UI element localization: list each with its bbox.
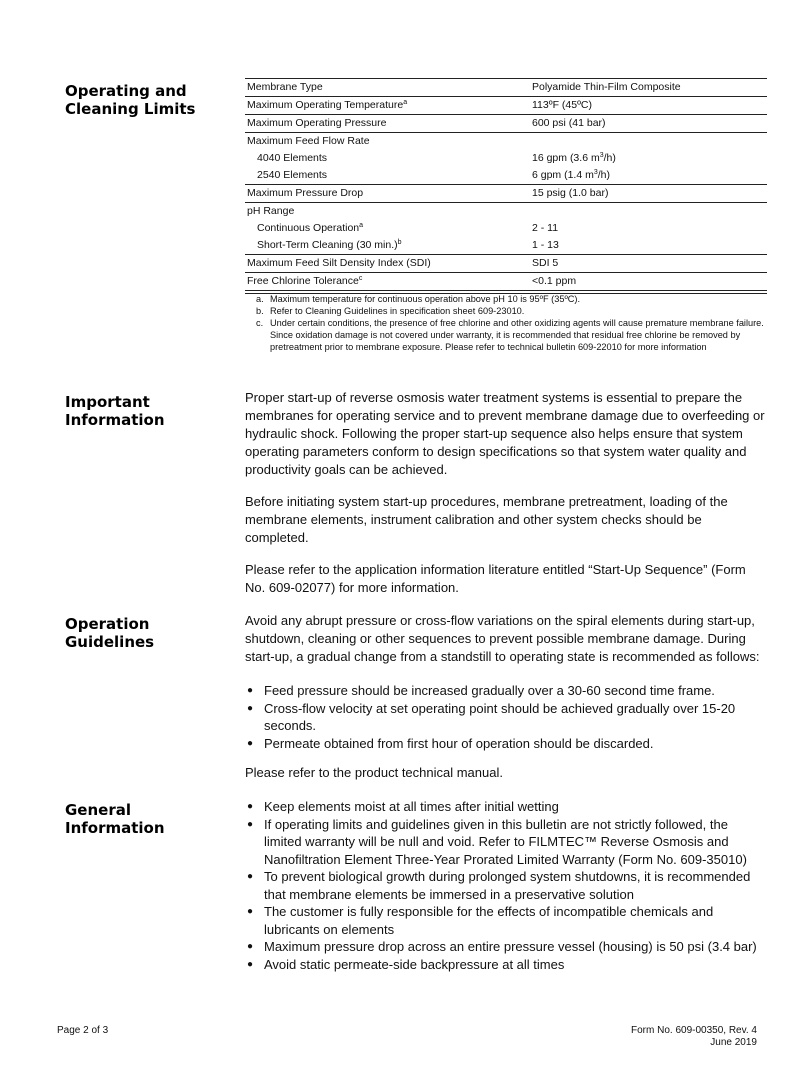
spec-row	[245, 254, 767, 272]
title-line: Cleaning Limits	[65, 100, 196, 118]
bullet-icon: ●	[247, 737, 254, 749]
bullet-icon: ●	[247, 685, 254, 696]
list-item-text: Feed pressure should be increased gradually over a 30-60 second time frame.	[264, 683, 715, 698]
title-line: General	[65, 801, 131, 819]
spec-label: pH Range	[247, 205, 295, 217]
spec-row	[245, 272, 767, 290]
footnote	[256, 305, 768, 317]
value-part: 16 gpm (3.6 m	[532, 152, 600, 164]
section-title-general	[65, 801, 225, 837]
section-title-important	[65, 393, 225, 429]
spec-value	[532, 151, 616, 166]
spec-value: Polyamide Thin-Film Composite	[532, 81, 681, 93]
value-part: /h)	[603, 152, 616, 164]
footnotes	[256, 293, 768, 353]
spec-label: Membrane Type	[247, 81, 323, 93]
footnote-ref: a	[359, 222, 364, 229]
spec-label	[247, 98, 407, 113]
list-item	[245, 938, 765, 956]
footnote	[256, 317, 768, 353]
footnote-text: Maximum temperature for continuous operation above pH 10 is 95ºF (35ºC).	[270, 294, 581, 304]
spec-label	[257, 221, 363, 236]
list-item	[245, 903, 765, 938]
spec-row	[245, 150, 767, 167]
spec-label-text: Short-Term Cleaning (30 min.)	[257, 239, 398, 251]
spec-label: 2540 Elements	[257, 169, 328, 181]
spec-row	[245, 114, 767, 132]
title-line: Guidelines	[65, 633, 155, 651]
footnote-ref: c	[358, 275, 363, 282]
spec-row	[245, 78, 767, 96]
title-line: Information	[65, 819, 165, 837]
footnote	[256, 293, 768, 305]
list-item-text: Permeate obtained from first hour of operation should be discarded.	[264, 735, 654, 751]
list-item-text: Cross-flow velocity at set operating point should be achieved gradually over 15-20 seconds.	[264, 700, 736, 733]
footnote-marker: b.	[256, 306, 264, 316]
important-paragraph-3: Please refer to the application information literature entitled “Start-Up Sequence” (Form No. 609-02077) for more information.	[245, 562, 746, 595]
list-item	[245, 956, 765, 974]
list-item-text: If operating limits and guidelines given in this bulletin are not strictly followed, the limited warranty will be null and void. Refer to FILMTEC™ Reverse Osmosis and Nanofiltration Element Three-Year Prorated Limited Warranty (Form No. 609-35010)	[264, 816, 747, 867]
spec-row	[245, 132, 767, 150]
value-part: 6 gpm (1.4 m	[532, 169, 594, 181]
spec-value: 1 - 13	[532, 239, 559, 251]
spec-value: 113ºF (45ºC)	[532, 99, 592, 111]
operation-intro: Avoid any abrupt pressure or cross-flow variations on the spiral elements during start-up, shutdown, cleaning or other sequences to prevent possible membrane damage. During start-up, a gradual change from a standstill to operating state is recommended as follows:	[245, 613, 760, 664]
spec-table	[245, 78, 767, 294]
footnote-text: Under certain conditions, the presence of free chlorine and other oxidizing agents will cause premature membrane failure. Since oxidation damage is not covered under warranty, it is recommended that residual free chlorine be removed by pretreatment prior to membrane exposure. Please refer to technical bulletin 609-22010 for more information	[270, 318, 764, 352]
spec-row	[245, 220, 767, 237]
bullet-icon: ●	[247, 801, 254, 812]
footnote-marker: a.	[256, 294, 264, 304]
spec-value: 600 psi (41 bar)	[532, 117, 606, 129]
list-item-text: Keep elements moist at all times after initial wetting	[264, 799, 559, 814]
bullet-icon: ●	[247, 871, 254, 882]
list-item	[245, 682, 765, 700]
section-title-operation	[65, 615, 225, 651]
list-item	[245, 868, 765, 903]
spec-row	[245, 167, 767, 184]
list-item-text: To prevent biological growth during prolonged system shutdowns, it is recommended that membrane elements be immersed in a preservative solution	[264, 869, 751, 902]
spec-label-text: Maximum Operating Temperature	[247, 99, 404, 111]
list-item-text: Maximum pressure drop across an entire pressure vessel (housing) is 50 psi (3.4 bar)	[264, 939, 757, 954]
title-line: Operation	[65, 615, 150, 633]
spec-value	[532, 168, 610, 183]
spec-row	[245, 237, 767, 254]
spec-label: Maximum Operating Pressure	[247, 117, 387, 129]
spec-label: Maximum Feed Silt Density Index (SDI)	[247, 257, 431, 269]
list-item-text: Avoid static permeate-side backpressure at all times	[264, 956, 565, 972]
footnote-marker: c.	[256, 318, 264, 328]
list-item	[245, 700, 765, 735]
operation-bullet-list	[245, 682, 765, 752]
page-number: Page 2 of 3	[57, 1025, 109, 1036]
form-number: Form No. 609-00350, Rev. 4	[631, 1025, 757, 1036]
spec-label: 4040 Elements	[257, 152, 328, 164]
spec-value: <0.1 ppm	[532, 275, 577, 287]
bullet-icon: ●	[247, 818, 254, 830]
value-part: /h)	[597, 169, 611, 181]
footnote-text: Refer to Cleaning Guidelines in specification sheet 609-23010.	[270, 306, 525, 316]
spec-value: 15 psig (1.0 bar)	[532, 187, 609, 199]
spec-label-text: Free Chlorine Tolerance	[247, 275, 359, 287]
spec-value: 2 - 11	[532, 222, 559, 234]
spec-label	[247, 274, 362, 289]
list-item	[245, 735, 765, 753]
spec-label-text: Continuous Operation	[257, 222, 360, 234]
important-paragraph-2: Before initiating system start-up procedures, membrane pretreatment, loading of the membrane elements, instrument calibration and other system checks should be completed.	[245, 494, 728, 545]
spec-label: Maximum Pressure Drop	[247, 187, 364, 199]
operation-closing: Please refer to the product technical manual.	[245, 765, 503, 780]
list-item	[245, 798, 765, 816]
section-title-limits	[65, 82, 225, 118]
spec-row	[245, 96, 767, 114]
superscript: 3	[599, 152, 604, 159]
superscript: 3	[593, 169, 598, 176]
spec-row	[245, 184, 767, 202]
list-item	[245, 816, 765, 869]
list-item-text: The customer is fully responsible for the effects of incompatible chemicals and lubricants on elements	[264, 904, 714, 937]
spec-label: Maximum Feed Flow Rate	[247, 135, 370, 147]
revision-date: June 2019	[710, 1037, 757, 1048]
title-line: Operating and	[65, 82, 187, 100]
bullet-icon: ●	[247, 941, 254, 952]
title-line: Important	[65, 393, 150, 411]
footnote-ref: a	[403, 99, 408, 106]
important-paragraph-1: Proper start-up of reverse osmosis water treatment systems is essential to prepare the membranes for operating service and to prevent membrane damage due to overfeeding or hydraulic shock. Following the proper start-up sequence also helps ensure that system operating parameters conform to design specifications so that system water quality and productivity goals can be achieved.	[245, 390, 765, 477]
title-line: Information	[65, 411, 165, 429]
bullet-icon: ●	[247, 906, 254, 917]
spec-row	[245, 202, 767, 220]
bullet-icon: ●	[247, 958, 254, 970]
bullet-icon: ●	[247, 702, 254, 714]
form-number-block	[631, 1025, 757, 1049]
spec-value: SDI 5	[532, 257, 559, 269]
general-bullet-list	[245, 798, 765, 973]
footnote-ref: b	[397, 239, 402, 246]
spec-label	[257, 238, 402, 253]
